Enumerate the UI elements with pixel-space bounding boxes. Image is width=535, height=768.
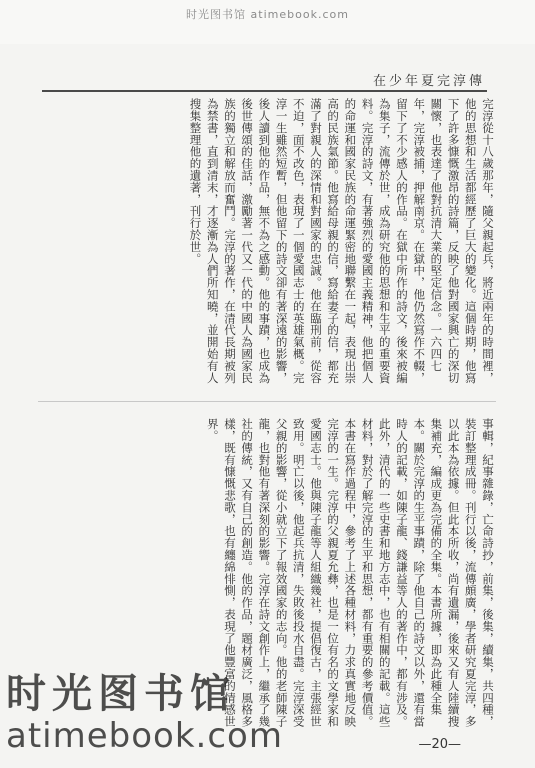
running-head-title: 在少年夏完淳傳 [372, 74, 485, 89]
watermark-url: atimebook.com [6, 716, 283, 756]
site-url: 时光图书馆 atimebook.com [186, 8, 349, 21]
page-number: —20— [418, 737, 461, 752]
top-text-column: 完淳從十八歲那年，隨父親起兵，將近兩年的時間裡，他的思想和生活都經歷了巨大的變化。這個時期，他寫下了許多慷慨激昂的詩篇，反映了他對國家興亡的深切關懷，也表達了他對抗清大業的堅定信念。一六四七年，完淳被捕，押解南京。在獄中，他仍然寫作不輟，留下了不少感人的作品。在獄中所作的詩文，後來被編為集子，流傳於世，成為研究他的思想和生平的重要資料。完淳的詩文，有著強烈的愛國主義精神，他把個人的命運和國家民族的命運緊密地聯繫在一起，表現出崇高的民族氣節。他寫給母親的信，寫給妻子的信，都充滿了對親人的深情和對國家的忠誠。他在臨刑前，從容不迫，面不改色，表現了一個愛國志士的英雄氣概。完淳一生雖然短暫，但他留下的詩文卻有著深遠的影響，後人讀到他的作品，無不為之感動。他的事蹟，也成為後世傳頌的佳話，激勵著一代又一代的中國人為國家民族的獨立和解放而奮鬥。完淳的著作，在清代長期被列為禁書，直到清末，才逐漸為人們所知曉，並開始有人搜集整理他的遺著，刊行於世。 [188, 98, 495, 384]
column-divider [38, 401, 496, 402]
running-head [42, 68, 487, 92]
watermark-title: 时光图书馆 [6, 671, 236, 717]
page-body [38, 98, 496, 738]
site-header [0, 0, 535, 44]
bottom-text-column: 事輯，紀事雜錄，亡命詩抄，前集，後集，續集，共四種，裝訂整理成冊。刊行以後，流傳頗廣，學者研究夏完淳，多以此本為依據。但此本所收，尚有遺漏，後來又有人陸續搜集補充，編成更為完備的全集。本書所據，即為此種全集本。關於完淳的生平事蹟，除了他自己的詩文以外，還有當時人的記載，如陳子龍、錢謙益等人的著作中，都有涉及。此外，清代的一些史書和地方志中，也有相關的記載。這些材料，對於了解完淳的生平和思想，都有重要的參考價值。本書在寫作過程中，參考了上述各種材料，力求真實地反映完淳的一生。完淳的父親夏允彝，也是一位有名的文學家和愛國志士。他與陳子龍等人組織幾社，提倡復古，主張經世致用。明亡以後，他起兵抗清，失敗後投水自盡。完淳深受父親的影響，從小就立下了報效國家的志向。他的老師陳子龍，也對他有著深刻的影響。完淳在詩文創作上，繼承了幾社的傳統，又有自己的創造。他的作品，題材廣泛，風格多樣，既有慷慨悲歌，也有纏綿悱惻，表現了他豐富的情感世界。 [205, 418, 495, 728]
